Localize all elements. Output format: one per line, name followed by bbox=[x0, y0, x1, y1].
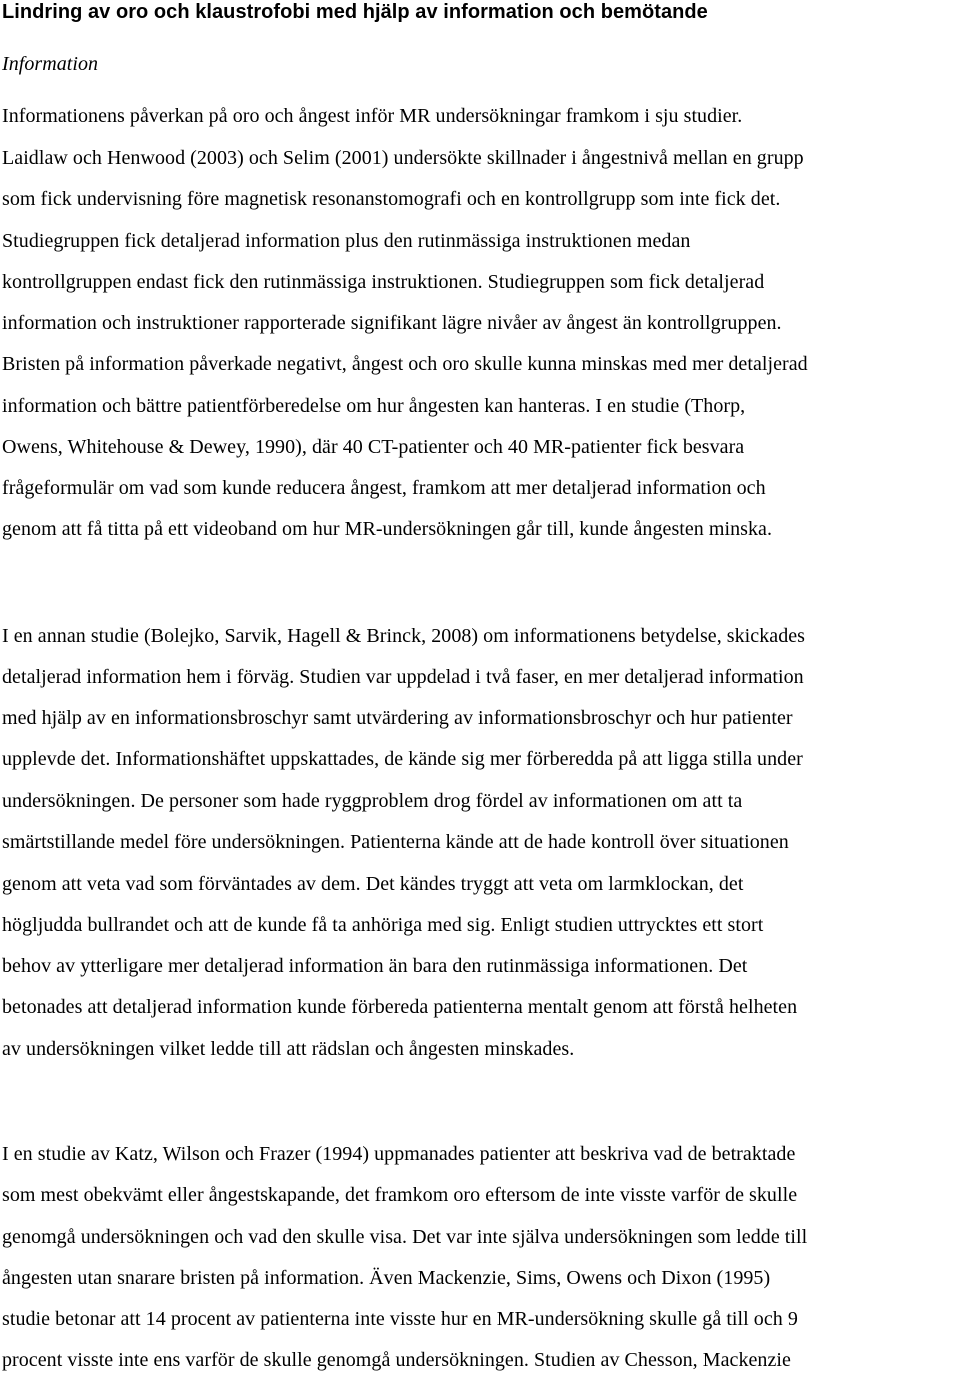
text-line: detaljerad information hem i förväg. Studien var uppdelad i två faser, en mer detaljerad information bbox=[2, 666, 804, 688]
text-line: genom att få titta på ett videoband om hur MR-undersökningen går till, kunde ångesten minska. bbox=[2, 518, 773, 540]
document-title: Lindring av oro och klaustrofobi med hjälp av information och bemötande bbox=[2, 1, 708, 23]
text-line: Laidlaw och Henwood (2003) och Selim (2001) undersökte skillnader i ångestnivå mellan en grupp bbox=[2, 147, 804, 169]
text-line: betonades att detaljerad information kunde förbereda patienterna mentalt genom att förstå helheten bbox=[2, 996, 798, 1018]
text-line: studie betonar att 14 procent av patienterna inte visste hur en MR-undersökning skulle gå till och 9 bbox=[2, 1308, 798, 1330]
text-line: undersökningen. De personer som hade ryggproblem drog fördel av informationen om att ta bbox=[2, 790, 743, 812]
section-heading: Information bbox=[2, 53, 99, 75]
text-line: Studiegruppen fick detaljerad information plus den rutinmässiga instruktionen medan bbox=[2, 230, 691, 252]
text-line: information och instruktioner rapporterade signifikant lägre nivåer av ångest än kontrollgruppen. bbox=[2, 312, 782, 334]
text-line: information och bättre patientförberedelse om hur ångesten kan hanteras. I en studie (Thorp, bbox=[2, 395, 746, 417]
text-line: procent visste inte ens varför de skulle genomgå undersökningen. Studien av Chesson, Mackenzie bbox=[2, 1349, 791, 1371]
text-line: av undersökningen vilket ledde till att rädslan och ångesten minskades. bbox=[2, 1038, 575, 1060]
text-line: I en studie av Katz, Wilson och Frazer (1994) uppmanades patienter att beskriva vad de betraktade bbox=[2, 1143, 796, 1165]
text-line: smärtstillande medel före undersökningen. Patienterna kände att de hade kontroll över situationen bbox=[2, 831, 789, 853]
text-line: kontrollgruppen endast fick den rutinmässiga instruktionen. Studiegruppen som fick detaljerad bbox=[2, 271, 765, 293]
text-line: högljudda bullrandet och att de kunde få ta anhöriga med sig. Enligt studien uttrycktes ett stort bbox=[2, 914, 764, 936]
text-line: Bristen på information påverkade negativt, ångest och oro skulle kunna minskas med mer detaljerad bbox=[2, 353, 808, 375]
text-line: Informationens påverkan på oro och ångest inför MR undersökningar framkom i sju studier. bbox=[2, 105, 743, 127]
text-line: genomgå undersökningen och vad den skulle visa. Det var inte själva undersökningen som ledde till bbox=[2, 1226, 808, 1248]
text-line: ångesten utan snarare bristen på information. Även Mackenzie, Sims, Owens och Dixon (1995) bbox=[2, 1267, 771, 1289]
text-line: genom att veta vad som förväntades av dem. Det kändes tryggt att veta om larmklockan, det bbox=[2, 873, 744, 895]
text-line: Owens, Whitehouse & Dewey, 1990), där 40 CT-patienter och 40 MR-patienter fick besvara bbox=[2, 436, 745, 458]
text-line: som fick undervisning före magnetisk resonanstomografi och en kontrollgrupp som inte fick det. bbox=[2, 188, 781, 210]
text-line: frågeformulär om vad som kunde reducera ångest, framkom att mer detaljerad information och bbox=[2, 477, 766, 499]
text-line: I en annan studie (Bolejko, Sarvik, Hagell & Brinck, 2008) om informationens betydelse, skickades bbox=[2, 625, 806, 647]
text-line: upplevde det. Informationshäftet uppskattades, de kände sig mer förberedda på att ligga stilla under bbox=[2, 748, 803, 770]
text-line: som mest obekvämt eller ångestskapande, det framkom oro eftersom de inte visste varför de skulle bbox=[2, 1184, 798, 1206]
text-line: med hjälp av en informationsbroschyr samt utvärdering av informationsbroschyr och hur patienter bbox=[2, 707, 793, 729]
text-line: behov av ytterligare mer detaljerad information än bara den rutinmässiga informationen. Det bbox=[2, 955, 748, 977]
